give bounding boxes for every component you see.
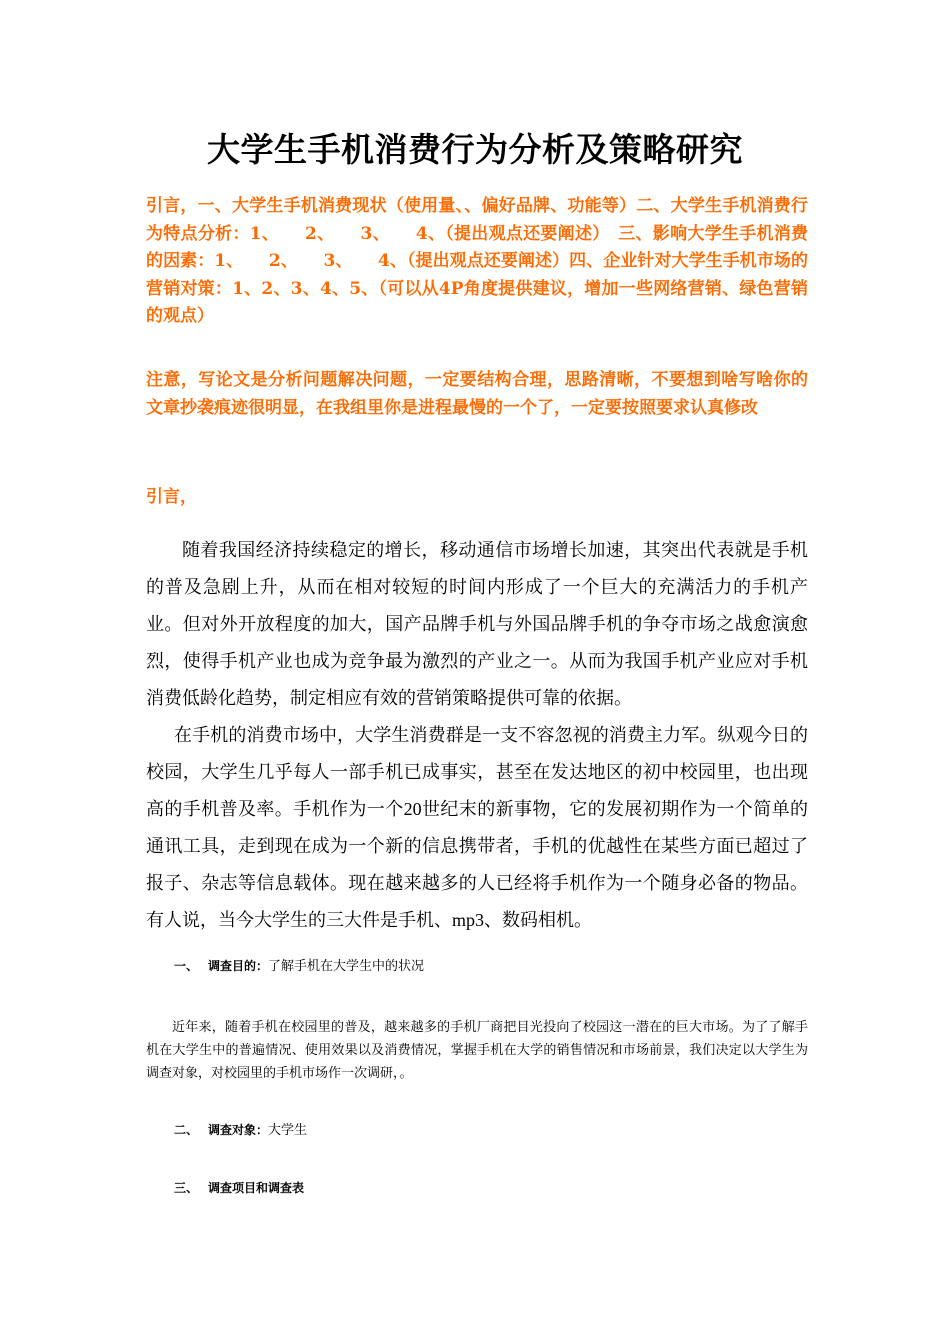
section-1-number: 一、 <box>174 959 199 973</box>
intro-paragraph-1: 随着我国经济持续稳定的增长，移动通信市场增长加速，其突出代表就是手机的普及急剧上升，从而在相对较短的时间内形成了一个巨大的充满活力的手机产业。但对外开放程度的加大，国产品牌手机与外国品牌手机的争夺市场之战愈演愈烈，使得手机产业也成为竞争最为激烈的产业之一。从而为我国手机产业应对手机消费低龄化趋势，制定相应有效的营销策略提供可靠的依据。 <box>146 540 808 708</box>
intro-heading: 引言， <box>146 487 197 507</box>
section-2-heading <box>146 1120 808 1140</box>
intro-paragraph-2: 在手机的消费市场中，大学生消费群是一支不容忽视的消费主力军。纵观今日的校园，大学生几乎每人一部手机已成事实，甚至在发达地区的初中校园里，也出现高的手机普及率。手机作为一个20世纪末的新事物，它的发展初期作为一个简单的通讯工具，走到现在成为一个新的信息携带者，手机的优越性在某些方面已超过了报子、杂志等信息载体。现在越来越多的人已经将手机作为一个随身必备的物品。有人说，当今大学生的三大件是手机、mp3、数码相机。 <box>146 725 808 930</box>
document-title: 大学生手机消费行为分析及策略研究 <box>207 130 743 169</box>
section-2-number: 二、 <box>174 1123 199 1137</box>
section-2-label: 调查对象： <box>208 1123 269 1137</box>
section-1-value: 了解手机在大学生中的状况 <box>268 958 425 973</box>
reviewer-note: 注意，写论文是分析问题解决问题，一定要结构合理，思路清晰，不要想到啥写啥你的文章抄袭痕迹很明显，在我组里你是进程最慢的一个了，一定要按照要求认真修改 <box>146 370 808 418</box>
section-3-heading <box>146 1178 808 1198</box>
outline-comment: 引言，一、大学生手机消费现状（使用量、、偏好品牌、功能等）二、大学生手机消费行为特点分析：1、 2、 3、 4、（提出观点还要阐述） 三、影响大学生手机消费的因素：1、 2、 3、 4、（提出观点还要阐述）四、企业针对大学生手机市场的营销对策：1、2、3、4、5、（可以从4P角度提供建议，增加一些网络营销、绿色营销的观点） <box>146 196 808 326</box>
section-1-label: 调查目的： <box>208 959 269 973</box>
section-3-number: 三、 <box>174 1181 199 1195</box>
section-1-heading <box>146 956 808 976</box>
section-3-label: 调查项目和调查表 <box>208 1181 305 1195</box>
section-2-value: 大学生 <box>268 1122 308 1137</box>
section-1-paragraph: 近年来，随着手机在校园里的普及，越来越多的手机厂商把目光投向了校园这一潜在的巨大市场。为了了解手机在大学生中的普遍情况、使用效果以及消费情况，掌握手机在大学的销售情况和市场前景，我们决定以大学生为调查对象，对校园里的手机市场作一次调研，。 <box>146 1019 808 1080</box>
